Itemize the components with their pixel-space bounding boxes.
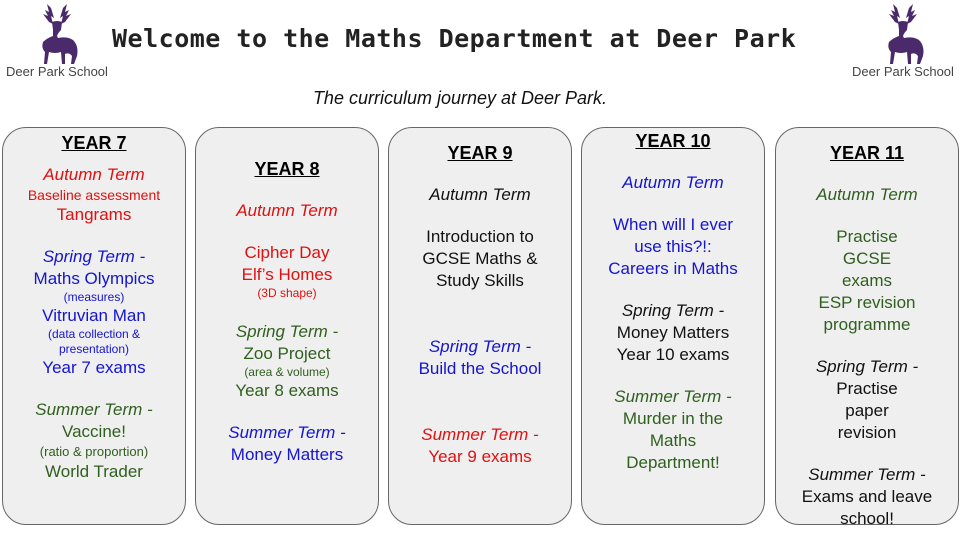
y10-autumn-item: When will I ever use this?!: Careers in Maths — [608, 215, 738, 278]
y10-autumn-term: Autumn Term — [622, 173, 724, 192]
y10-spring-item: Money Matters — [616, 323, 730, 342]
y8-spring-item: Year 8 exams — [235, 381, 339, 400]
deer-logo-icon — [873, 2, 933, 66]
year-10-panel — [581, 127, 765, 525]
school-logo-right — [838, 2, 960, 79]
y9-autumn-item: Introduction to GCSE Maths & Study Skills — [422, 227, 538, 290]
year-7-title: YEAR 7 — [61, 133, 127, 153]
y11-spring-item: Practise paper revision — [836, 379, 898, 442]
y7-spring-note: (measures) — [63, 290, 125, 304]
y10-spring-term: Spring Term - — [621, 301, 725, 320]
y9-spring-item: Build the School — [418, 359, 542, 378]
y7-spring-item: Maths Olympics — [33, 269, 155, 288]
y8-autumn-item: Elf’s Homes — [241, 265, 333, 284]
y11-autumn-item: Practise GCSE exams — [836, 227, 898, 290]
y8-summer-term: Summer Term - — [228, 423, 346, 442]
y7-summer-note: (ratio & proportion) — [39, 444, 149, 459]
y9-autumn-term: Autumn Term — [429, 185, 531, 204]
year-8-panel — [195, 127, 379, 525]
school-name-right: Deer Park School — [852, 64, 954, 79]
y7-summer-item: World Trader — [45, 462, 143, 481]
deer-logo-icon — [27, 2, 87, 66]
y7-autumn-item: Baseline assessment — [27, 187, 161, 203]
y8-spring-item: Zoo Project — [243, 344, 331, 363]
school-name-left: Deer Park School — [6, 64, 108, 79]
y7-spring-term: Spring Term - — [42, 247, 146, 266]
page-subtitle: The curriculum journey at Deer Park. — [312, 88, 608, 108]
year-9-title: YEAR 9 — [447, 143, 513, 163]
year-11-title: YEAR 11 — [829, 143, 905, 163]
y8-summer-item: Money Matters — [230, 445, 344, 464]
y8-autumn-item: Cipher Day — [244, 243, 330, 262]
y11-autumn-item: ESP revision programme — [818, 293, 916, 334]
y9-summer-item: Year 9 exams — [428, 447, 532, 466]
year-7-panel — [2, 127, 186, 525]
y8-spring-note: (area & volume) — [244, 365, 330, 379]
year-8-title: YEAR 8 — [254, 159, 320, 179]
y7-summer-term: Summer Term - — [35, 400, 153, 419]
y9-spring-term: Spring Term - — [428, 337, 532, 356]
y10-summer-term: Summer Term - — [614, 387, 732, 406]
year-10-title: YEAR 10 — [635, 131, 711, 151]
y7-spring-item: Year 7 exams — [42, 358, 146, 377]
y11-autumn-term: Autumn Term — [816, 185, 918, 204]
y7-summer-item: Vaccine! — [62, 422, 126, 441]
year-9-panel — [388, 127, 572, 525]
school-logo-left — [0, 2, 122, 79]
y10-spring-item: Year 10 exams — [616, 345, 730, 364]
y7-spring-note: (data collection & presentation) — [47, 327, 141, 356]
y7-autumn-item: Tangrams — [56, 205, 132, 224]
y11-summer-item: Exams and leave school! — [801, 487, 933, 528]
y7-autumn-term: Autumn Term — [43, 165, 145, 184]
y8-autumn-term: Autumn Term — [236, 201, 338, 220]
page-title: Welcome to the Maths Department at Deer Park — [112, 24, 797, 53]
y11-spring-term: Spring Term - — [815, 357, 919, 376]
y11-summer-term: Summer Term - — [808, 465, 926, 484]
y9-summer-term: Summer Term - — [421, 425, 539, 444]
year-11-panel — [775, 127, 959, 528]
y8-spring-term: Spring Term - — [235, 322, 339, 341]
y10-summer-item: Murder in the Maths Department! — [622, 409, 724, 472]
y8-autumn-note: (3D shape) — [257, 286, 317, 300]
y7-spring-item: Vitruvian Man — [42, 306, 146, 325]
